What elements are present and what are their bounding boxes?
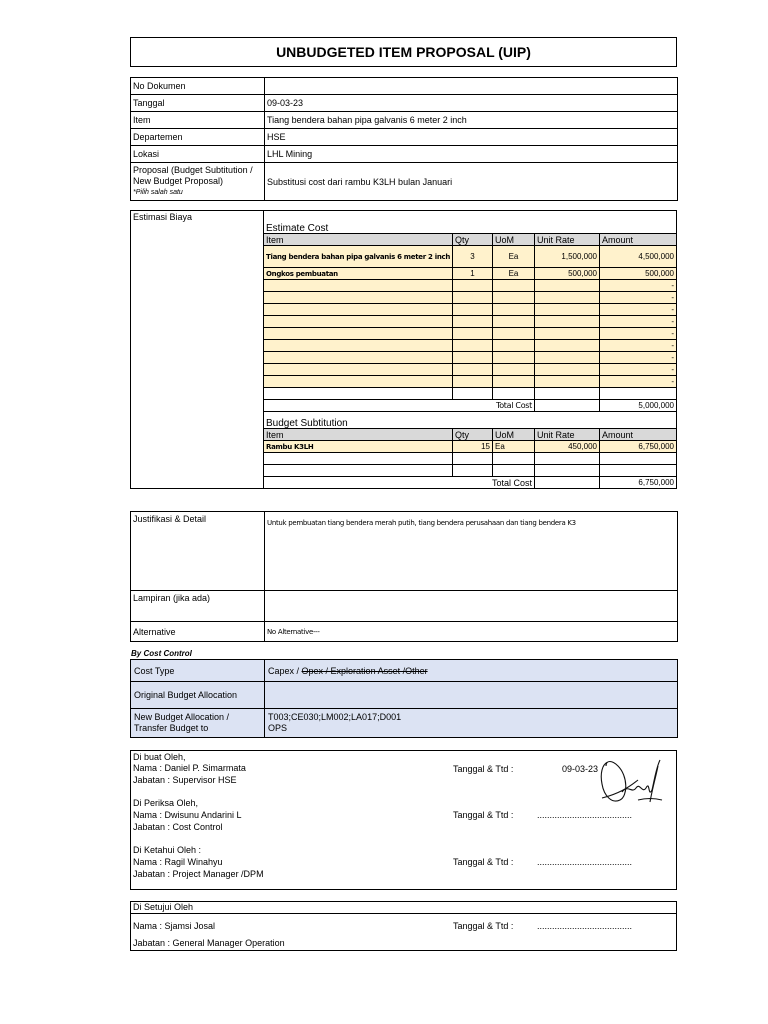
empty-cell <box>264 364 453 376</box>
disetujui-title: Di Setujui Oleh <box>133 902 194 912</box>
empty-cell <box>453 453 493 465</box>
empty-cell <box>493 352 535 364</box>
proposal-label-2: New Budget Proposal) <box>133 176 224 186</box>
info-label: No Dokumen <box>131 78 265 95</box>
empty-cell <box>453 316 493 328</box>
empty-amount: - <box>600 304 677 316</box>
empty-cell <box>453 388 493 400</box>
proposal-label-1: Proposal (Budget Subtitution / <box>133 165 253 175</box>
dibuat-nama: Nama : Daniel P. Simarmata <box>133 763 246 773</box>
col-amount: Amount <box>600 234 677 246</box>
empty-cell <box>493 280 535 292</box>
budget-row-rate: 450,000 <box>535 441 600 453</box>
new-budget-label-1: New Budget Allocation / <box>134 712 230 722</box>
estimate-row-rate: 1,500,000 <box>535 246 600 268</box>
empty-cell <box>535 340 600 352</box>
proposal-value: Substitusi cost dari rambu K3LH bulan Januari <box>265 163 678 201</box>
info-value <box>265 78 678 95</box>
empty-cell <box>453 328 493 340</box>
cost-control-heading: By Cost Control <box>131 649 192 658</box>
empty-amount: - <box>600 328 677 340</box>
estimate-cost-title: Estimate Cost <box>266 223 329 234</box>
empty-cell <box>535 280 600 292</box>
estimate-total-label: Total Cost <box>264 400 535 412</box>
budget-row-item: Rambu K3LH <box>264 441 453 453</box>
empty-cell <box>264 280 453 292</box>
dibuat-date: 09-03-23 <box>562 764 599 774</box>
proposal-note: *Pilih salah satu <box>133 189 183 196</box>
empty-cell <box>600 453 677 465</box>
empty-cell <box>493 376 535 388</box>
empty-cell <box>493 340 535 352</box>
diketahui-dots: ...................................... <box>537 857 633 867</box>
empty-cell <box>264 292 453 304</box>
empty-amount: - <box>600 352 677 364</box>
empty-cell <box>453 376 493 388</box>
diketahui-nama: Nama : Ragil Winahyu <box>133 857 223 867</box>
empty-cell <box>264 376 453 388</box>
empty-cell <box>453 465 493 477</box>
estimate-row-uom: Ea <box>493 246 535 268</box>
info-value: Tiang bendera bahan pipa galvanis 6 meter 2 inch <box>265 112 678 129</box>
empty-cell <box>535 364 600 376</box>
diperiksa-title: Di Periksa Oleh, <box>133 798 199 808</box>
diperiksa-nama: Nama : Dwisunu Andarini L <box>133 810 242 820</box>
estimate-row-rate: 500,000 <box>535 268 600 280</box>
diketahui-title: Di Ketahui Oleh : <box>133 845 202 855</box>
original-budget-label: Original Budget Allocation <box>131 682 265 709</box>
cost-type-label: Cost Type <box>131 660 265 682</box>
diperiksa-dots: ...................................... <box>537 810 633 820</box>
col-rate: Unit Rate <box>535 234 600 246</box>
col-rate: Unit Rate <box>535 429 600 441</box>
alternative-label: Alternative <box>131 622 265 642</box>
new-budget-label-2: Transfer Budget to <box>134 723 209 733</box>
empty-cell <box>535 465 600 477</box>
disetujui-dots: ...................................... <box>537 921 633 931</box>
alternative-value: No Alternative--- <box>265 622 678 642</box>
empty-cell <box>453 304 493 316</box>
empty-cell <box>264 352 453 364</box>
empty-amount: - <box>600 376 677 388</box>
diperiksa-tanggal-label: Tanggal & Ttd : <box>453 810 514 820</box>
dibuat-jabatan: Jabatan : Supervisor HSE <box>133 775 237 785</box>
info-label: Item <box>131 112 265 129</box>
empty-cell <box>535 304 600 316</box>
new-budget-value-cell <box>265 709 678 738</box>
col-uom: UoM <box>493 234 535 246</box>
estimate-table <box>263 233 677 412</box>
justifikasi-value: Untuk pembuatan tiang bendera merah putih, tiang bendera perusahaan dan tiang bendera K3 <box>265 512 678 591</box>
info-value: HSE <box>265 129 678 146</box>
empty-cell <box>453 352 493 364</box>
cost-type-struck: Opex / Exploration Asset /Other <box>301 665 428 676</box>
info-value: LHL Mining <box>265 146 678 163</box>
estimate-total-value: 5,000,000 <box>600 400 677 412</box>
proposal-label-cell <box>131 163 265 201</box>
budget-total-label: Total Cost <box>264 477 535 489</box>
empty-cell <box>264 316 453 328</box>
empty-cell <box>493 465 535 477</box>
page-title: UNBUDGETED ITEM PROPOSAL (UIP) <box>276 44 531 60</box>
empty-cell <box>493 453 535 465</box>
empty-cell <box>493 316 535 328</box>
empty-cell <box>535 328 600 340</box>
budget-total-value: 6,750,000 <box>600 477 677 489</box>
estimate-row-uom: Ea <box>493 268 535 280</box>
empty-cell <box>600 465 677 477</box>
empty-cell <box>535 316 600 328</box>
info-label: Tanggal <box>131 95 265 112</box>
budget-row-amount: 6,750,000 <box>600 441 677 453</box>
empty-cell <box>535 352 600 364</box>
new-budget-value-2: OPS <box>268 723 288 733</box>
empty-cell <box>264 465 453 477</box>
empty-cell <box>264 453 453 465</box>
signature-mark <box>598 754 666 812</box>
empty-cell <box>493 292 535 304</box>
original-budget-value <box>265 682 678 709</box>
empty-cell <box>535 292 600 304</box>
estimate-row-amount: 500,000 <box>600 268 677 280</box>
budget-sub-title: Budget Subtitution <box>266 418 348 429</box>
dibuat-title: Di buat Oleh, <box>133 752 186 762</box>
budget-row-qty: 15 <box>453 441 493 453</box>
empty-cell <box>535 388 600 400</box>
diketahui-jabatan: Jabatan : Project Manager /DPM <box>133 869 264 879</box>
estimate-row-qty: 3 <box>453 246 493 268</box>
diketahui-tanggal-label: Tanggal & Ttd : <box>453 857 514 867</box>
info-label: Lokasi <box>131 146 265 163</box>
empty-cell <box>264 328 453 340</box>
col-qty: Qty <box>453 429 493 441</box>
empty-cell <box>493 304 535 316</box>
lampiran-label: Lampiran (jika ada) <box>131 591 265 622</box>
empty-amount: - <box>600 292 677 304</box>
info-label: Departemen <box>131 129 265 146</box>
empty-cell <box>453 364 493 376</box>
info-table <box>130 77 678 201</box>
empty-cell <box>453 340 493 352</box>
new-budget-label-cell <box>131 709 265 738</box>
lampiran-value <box>265 591 678 622</box>
empty-cell <box>535 400 600 412</box>
estimate-row-amount: 4,500,000 <box>600 246 677 268</box>
empty-cell <box>535 376 600 388</box>
empty-cell <box>264 388 453 400</box>
disetujui-nama: Nama : Sjamsi Josal <box>133 921 216 931</box>
empty-cell <box>493 388 535 400</box>
info-value: 09-03-23 <box>265 95 678 112</box>
cost-type-capex: Capex / <box>268 665 302 676</box>
col-item: Item <box>264 234 453 246</box>
empty-amount: - <box>600 316 677 328</box>
col-item: Item <box>264 429 453 441</box>
empty-cell <box>453 292 493 304</box>
cost-control-table <box>130 659 678 738</box>
justifikasi-label: Justifikasi & Detail <box>131 512 265 591</box>
disetujui-jabatan: Jabatan : General Manager Operation <box>133 938 285 948</box>
estimate-row-item: Ongkos pembuatan <box>264 268 453 280</box>
empty-cell <box>493 364 535 376</box>
budget-row-uom: Ea <box>493 441 535 453</box>
disetujui-tanggal-label: Tanggal & Ttd : <box>453 921 514 931</box>
approval-divider <box>130 913 677 914</box>
estimate-row-qty: 1 <box>453 268 493 280</box>
dibuat-tanggal-label: Tanggal & Ttd : <box>453 764 514 774</box>
empty-cell <box>535 453 600 465</box>
col-amount: Amount <box>600 429 677 441</box>
empty-cell <box>535 477 600 489</box>
empty-cell <box>493 328 535 340</box>
empty-cell <box>264 304 453 316</box>
justifikasi-table <box>130 511 678 642</box>
title-box <box>130 37 677 67</box>
estimate-row-item: Tiang bendera bahan pipa galvanis 6 meter 2 inch <box>264 246 453 268</box>
col-uom: UoM <box>493 429 535 441</box>
new-budget-value-1: T003;CE030;LM002;LA017;D001 <box>268 712 402 722</box>
empty-cell <box>600 388 677 400</box>
empty-amount: - <box>600 280 677 292</box>
estimasi-label: Estimasi Biaya <box>133 212 193 222</box>
budget-table <box>263 428 677 489</box>
col-qty: Qty <box>453 234 493 246</box>
empty-amount: - <box>600 340 677 352</box>
diperiksa-jabatan: Jabatan : Cost Control <box>133 822 223 832</box>
cost-type-value <box>265 660 678 682</box>
empty-cell <box>453 280 493 292</box>
empty-cell <box>264 340 453 352</box>
empty-amount: - <box>600 364 677 376</box>
